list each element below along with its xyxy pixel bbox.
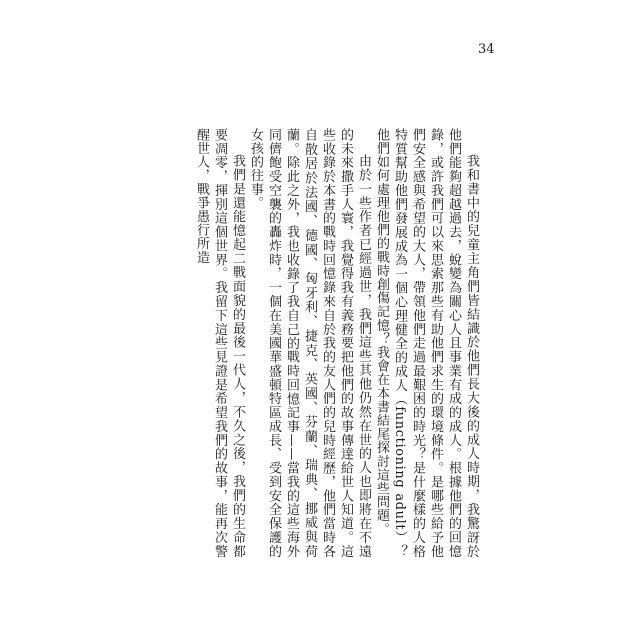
paragraph: 我和書中的兒童主角們皆結識於他們長大後的成人時期，我驚訝於他們能夠超越過去，蛻變為關心人且事業有成的成人。根據他們的回憶錄，或許我們可以來思索那些有助他們求生的環境條件。是哪些給予他們安全感與希望的大人，帶領他們走過最艱困的時光？是什麼樣的人格特質幫助他們發展成為一個心理健全的成人（functioning adult）？他們如何處理他們的戰時創傷記憶？我會在本書結尾探討這些問題。 — [374, 128, 479, 558]
paragraph: 由於一些作者已經過世，我們這些其他仍然在世的人也即將在不遠的未來撒手人寰，我覺得我有義務要把他們的故事傳達給世人知道。這些收錄於本書的戰時回憶錄來自於我的友人們的兒時經歷，他們當時各自散居於法國、德國、匈牙利、捷克、英國、芬蘭、瑞典、挪威與荷蘭。除此之外，我也收錄了我自己的戰時回憶記事——當我的這些海外同儕飽受空襲的轟炸時，一個在美國華盛頓特區成長、受到安全保護的女孩的往事。 — [248, 128, 371, 558]
paragraph: 我們是還能憶起二戰面貌的最後一代人，不久之後，我們的生命都要凋零，揮別這個世界。我留下這些見證是希望我們的故事，能再次警醒世人，戰爭愚行所造 — [194, 128, 245, 558]
body-text — [192, 128, 480, 558]
page-number: 34 — [478, 42, 495, 57]
